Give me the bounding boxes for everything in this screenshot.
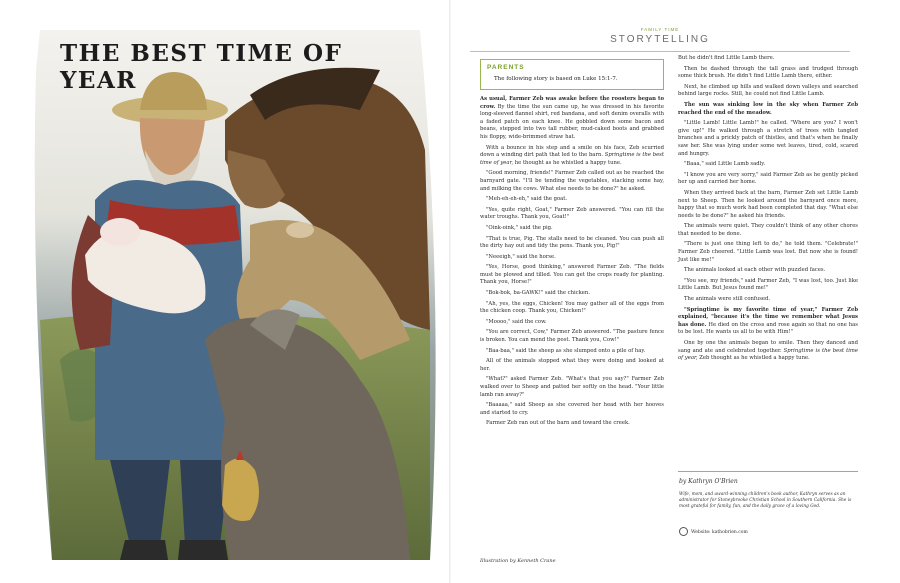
paragraph: "You are correct, Cow," Farmer Zeb answered. "The pasture fence is broken. You can mend the post. Thank you, Cow!" bbox=[480, 329, 664, 344]
lead-sentence: As usual, Farmer Zeb was awake before the roosters began to crow. bbox=[480, 96, 664, 110]
paragraph: "Baaa," said Little Lamb sadly. bbox=[684, 161, 766, 168]
paragraph-text: Zeb thought as he whistled a happy tune. bbox=[697, 355, 810, 362]
paragraph: "Oink-oink," said the pig. bbox=[486, 224, 553, 231]
author-bio: Wife, mom, and award-winning children's book author, Kathryn serves as an administrator for Stoneybrooke Christian School in Southern California. She is most grateful for family, fun, and the daily grace of a loving God. bbox=[679, 492, 852, 510]
paragraph: All of the animals stopped what they were doing and looked at her. bbox=[480, 358, 664, 372]
globe-icon bbox=[679, 527, 688, 536]
website-text[interactable]: Website: kathobrien.com bbox=[691, 530, 748, 535]
paragraph: "Good morning, friends!" Farmer Zeb called out as he reached the barnyard gate. "I'll be tending the vegetables, stacking some hay, and milking the cows. What else needs to be done?" he asked. bbox=[480, 170, 664, 192]
paragraph: "You see, my friends," said Farmer Zeb, "I was lost, too. Just like Little Lamb. But Jesus found me!" bbox=[678, 277, 858, 292]
paragraph-text: With a bounce in his step and a smile on his face, Zeb scurried down a winding dirt path that led to the barn. bbox=[480, 144, 664, 159]
parents-note-text: The following story is based on Luke 15:1-7. bbox=[494, 76, 618, 82]
paragraph: "I know you are very sorry," said Farmer Zeb as he gently picked her up and carried her home. bbox=[678, 171, 858, 186]
paragraph: "Baaaaa," said Sheep as she covered her head with her hooves and started to cry. bbox=[480, 402, 664, 416]
paragraph-bold: The sun was sinking low in the sky when Farmer Zeb reached the end of the meadow. bbox=[678, 101, 858, 116]
paragraph-text: he thought as he whistled a happy tune. bbox=[513, 159, 622, 166]
paragraph: When they arrived back at the barn, Farmer Zeb set Little Lamb next to Sheep. Then he looked around the barnyard once more, happy that so much work had been completed that day. "What else needs to be done?" he asked his friends. bbox=[678, 189, 858, 219]
paragraph bbox=[480, 145, 664, 168]
paragraph: "Yes, quite right, Goat," Farmer Zeb answered. "You can fill the water troughs. Thank you, Goat!" bbox=[480, 206, 664, 221]
section-title: STORYTELLING bbox=[610, 34, 710, 45]
paragraph: "That is true, Pig. The stalls need to be cleaned. You can push all the dirty hay out and tidy the pens. Thank you, Pig!" bbox=[480, 235, 664, 250]
paragraph bbox=[678, 340, 858, 363]
author-divider bbox=[678, 471, 858, 472]
paragraph bbox=[480, 96, 664, 142]
paragraph-text: He died on the cross and rose again so that no one has to be lost. He wants us all to be with Him!" bbox=[678, 321, 858, 336]
paragraph-text: By the time the sun came up, he was dressed in his favorite long-sleeved flannel shirt, red bandana, and soft denim overalls with a faded patch on each knee. He gobbled down some bacon and beans, stepped into two tall rubber, mud-caked boots and grabbed his floppy, wide-brimmed straw hat. bbox=[480, 103, 664, 140]
paragraph: "Yes, Horse, good thinking," answered Farmer Zeb. "The fields must be plowed and tilled. You can get the crops ready for planting. Thank you, Horse!" bbox=[480, 264, 664, 286]
paragraph: The animals were quiet. They couldn't think of any other chores that needed to be done. bbox=[678, 223, 858, 237]
italic-thought: Springtime is the best time of year, bbox=[678, 347, 858, 362]
header-divider bbox=[470, 51, 850, 52]
parents-note-box bbox=[480, 59, 664, 90]
paragraph: The animals looked at each other with puzzled faces. bbox=[684, 267, 826, 274]
paragraph: "What?" asked Farmer Zeb. "What's that you say?" Farmer Zeb walked over to Sheep and patted her softly on the head. "Your little lamb ran away?" bbox=[480, 376, 664, 398]
paragraph: "Little Lamb! Little Lamb!" he called. "Where are you? I won't give up!" He walked through a stretch of trees with tangled branches and a prickly patch of thistles, and that's when he finally saw her. She was lying under some wet leaves, tired, cold, scared and hungry. bbox=[678, 120, 858, 157]
story-column-2 bbox=[678, 55, 858, 366]
paragraph: Farmer Zeb ran out of the barn and toward the creek. bbox=[486, 420, 630, 427]
paragraph: Next, he climbed up hills and walked down valleys and searched behind large rocks. Still, he could not find Little Lamb. bbox=[678, 83, 858, 98]
paragraph: "Baa-baa," said the sheep as she slumped onto a pile of hay. bbox=[486, 347, 646, 354]
section-kicker: FAMILY TIME bbox=[640, 27, 680, 32]
section-header bbox=[470, 27, 850, 45]
author-website[interactable] bbox=[679, 527, 748, 536]
paragraph bbox=[678, 307, 858, 337]
paragraph: But he didn't find Little Lamb there. bbox=[678, 55, 775, 61]
story-column-1 bbox=[480, 96, 664, 431]
story-title: THE BEST TIME OF YEAR bbox=[60, 40, 343, 94]
paragraph: "There is just one thing left to do," he told them. "Celebrate!" Farmer Zeb cheered. "Little Lamb was lost. But now she is found! Just like me!" bbox=[678, 241, 858, 263]
paragraph: Then he dashed through the tall grass and trudged through some thick brush. He didn't find Little Lamb there, either. bbox=[678, 65, 858, 80]
illustration-credit: Illustration by Kenneth Crane bbox=[480, 558, 556, 564]
author-byline: by Kathryn O'Brien bbox=[679, 478, 738, 485]
paragraph: "Moooo," said the cow. bbox=[486, 318, 547, 325]
paragraph: The animals were still confused. bbox=[684, 296, 771, 303]
bold-quote: "Springtime is my favorite time of year," Farmer Zeb explained, "because it's the time we remember what Jesus has done. bbox=[678, 306, 858, 328]
page-gutter bbox=[449, 0, 451, 583]
paragraph: "Ah, yes, the eggs, Chicken! You may gather all of the eggs from the chicken coop. Thank you, Chicken!" bbox=[480, 300, 664, 315]
parents-note-title: PARENTS bbox=[487, 64, 525, 71]
paragraph-text: One by one the animals began to smile. Then they danced and sang and ate and celebrated together. bbox=[678, 340, 858, 354]
paragraph: "Bok-bok, ba-GAWK!" said the chicken. bbox=[486, 290, 590, 297]
italic-thought: Springtime is the best time of year, bbox=[480, 152, 664, 166]
paragraph: "Neeeigh," said the horse. bbox=[486, 253, 556, 260]
paragraph: "Meh-eh-eh-eh," said the goat. bbox=[486, 196, 568, 203]
